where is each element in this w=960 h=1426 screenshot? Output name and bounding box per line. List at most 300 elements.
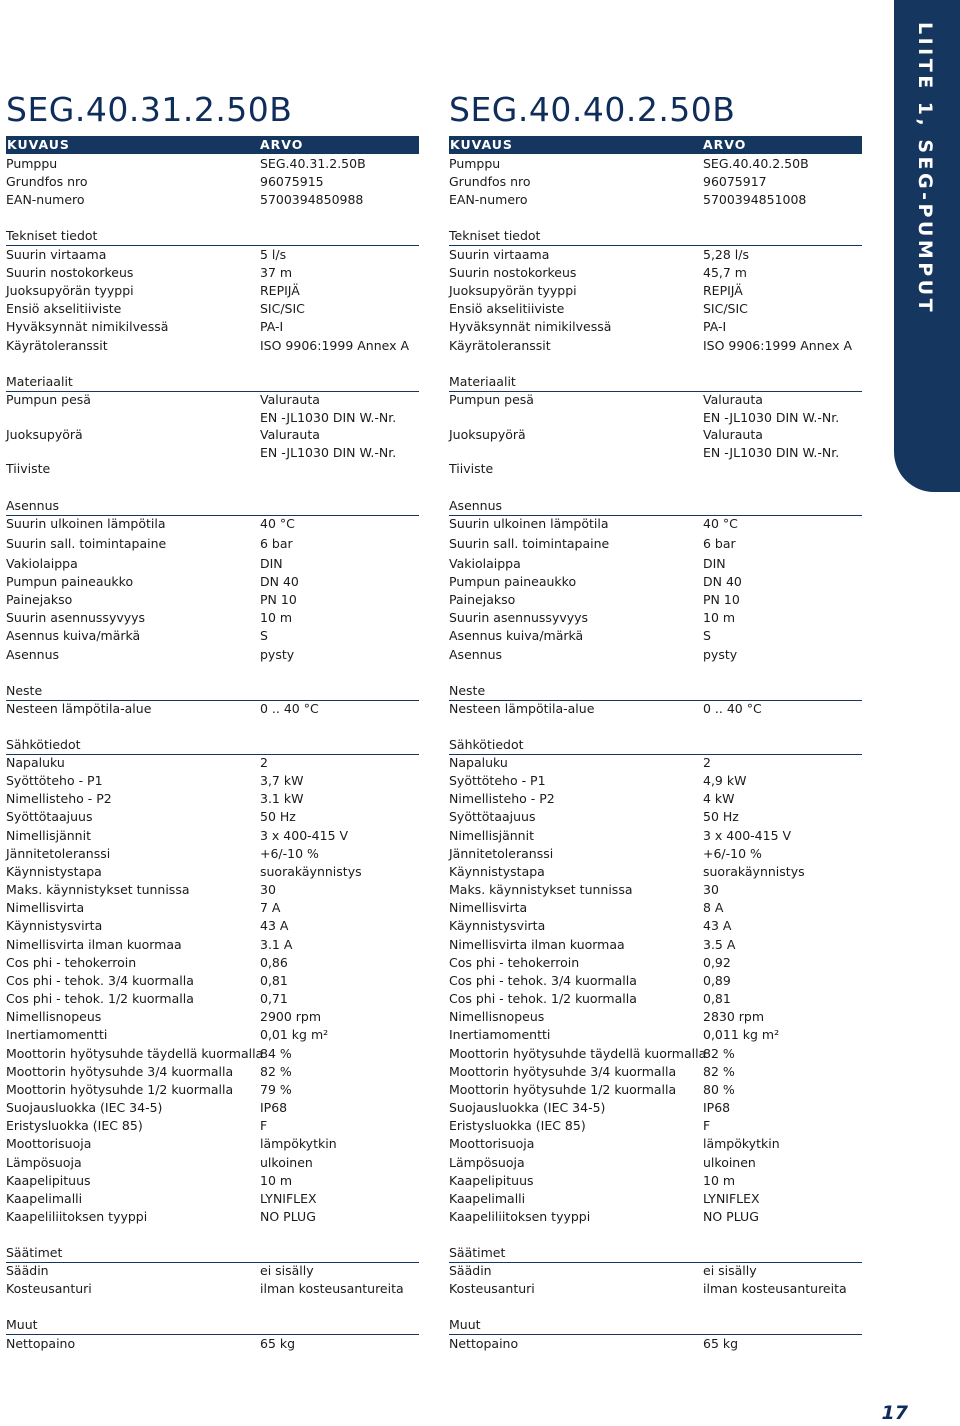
spec-row: [449, 754, 879, 772]
spec-label: Cos phi - tehok. 1/2 kuormalla: [6, 991, 194, 1007]
spec-label: Suurin nostokorkeus: [449, 265, 577, 281]
spec-value: pysty: [703, 647, 738, 662]
spec-row: [449, 1008, 879, 1026]
spec-value: lämpökytkin: [260, 1136, 337, 1152]
model-title: SEG.40.31.2.50B: [6, 90, 293, 129]
spec-row: [449, 1172, 879, 1190]
spec-value: SIC/SIC: [260, 301, 305, 317]
spec-value: SEG.40.31.2.50B: [260, 156, 366, 171]
spec-label: Käyrätoleranssit: [6, 337, 108, 353]
spec-value: 0 .. 40 °C: [260, 701, 319, 716]
spec-row: [449, 609, 879, 627]
spec-row: [6, 990, 436, 1008]
spec-row: [6, 591, 436, 609]
section-tekniset: Tekniset tiedot: [449, 227, 862, 246]
spec-label: Juoksupyörä: [449, 426, 526, 442]
spec-label: Kaapeliliitoksen tyyppi: [6, 1209, 148, 1224]
spec-row: [6, 1335, 436, 1353]
spec-label: Moottorisuoja: [6, 1136, 92, 1152]
spec-row: [449, 845, 879, 863]
spec-value: +6/-10 %: [260, 845, 319, 861]
spec-label: Säädin: [449, 1263, 492, 1278]
section-tekniset: Tekniset tiedot: [6, 227, 419, 246]
spec-value-line: EN -JL1030 DIN W.-Nr.: [703, 444, 840, 460]
spec-label: Nettopaino: [449, 1336, 519, 1351]
spec-label: Ensiö akselitiiviste: [449, 301, 565, 317]
spec-label: Käynnistystapa: [6, 863, 102, 879]
section-sahkotiedot: Sähkötiedot: [449, 736, 862, 755]
spec-row: [6, 426, 436, 462]
section-saatimet: Säätimet: [449, 1244, 862, 1263]
spec-value: 2: [703, 755, 711, 770]
spec-row: [6, 191, 436, 209]
spec-row: [6, 1154, 436, 1172]
spec-label: Pumppu: [6, 156, 58, 171]
spec-value: S: [703, 628, 711, 643]
spec-row: [449, 1026, 879, 1044]
spec-row: [449, 515, 879, 533]
spec-label: Moottorisuoja: [449, 1136, 535, 1152]
spec-row: [449, 990, 879, 1008]
spec-row: [6, 1063, 436, 1081]
spec-value: LYNIFLEX: [703, 1190, 760, 1206]
section-materiaalit: Materiaalit: [6, 373, 419, 392]
spec-row: [6, 246, 436, 264]
spec-row: [449, 827, 879, 845]
spec-value: 10 m: [703, 610, 736, 625]
spec-value: 3 x 400-415 V: [260, 827, 349, 843]
spec-value: 10 m: [260, 1172, 293, 1188]
spec-label: Juoksupyörä: [6, 426, 83, 442]
spec-value: ulkoinen: [260, 1154, 313, 1170]
spec-value: ilman kosteusantureita: [703, 1281, 847, 1297]
spec-row: [6, 282, 436, 300]
spec-row: [6, 700, 436, 718]
spec-row: [449, 264, 879, 282]
spec-label: Kaapelimalli: [449, 1190, 526, 1206]
spec-label: Napaluku: [449, 755, 508, 770]
spec-label: Asennus kuiva/märkä: [449, 628, 584, 643]
spec-row: [6, 1081, 436, 1099]
header-value: ARVO: [260, 137, 304, 152]
spec-row: [6, 863, 436, 881]
spec-label: Cos phi - tehokerroin: [449, 954, 580, 970]
spec-row: [449, 700, 879, 718]
spec-value: 4,9 kW: [703, 773, 747, 789]
spec-value: 30: [703, 882, 719, 898]
spec-value: 0,01 kg m²: [260, 1027, 329, 1043]
spec-label: Inertiamomentti: [449, 1027, 551, 1043]
header-value: ARVO: [703, 137, 747, 152]
spec-value: suorakäynnistys: [260, 863, 362, 879]
spec-value: NO PLUG: [260, 1209, 316, 1224]
spec-label: Pumpun pesä: [449, 392, 534, 407]
spec-value: suorakäynnistys: [703, 863, 805, 879]
spec-value: 43 A: [703, 918, 732, 934]
spec-value: [703, 426, 839, 462]
spec-label: Suurin asennussyvyys: [449, 610, 589, 625]
spec-label: Lämpösuoja: [449, 1154, 525, 1170]
spec-row: [6, 772, 436, 790]
spec-value: [703, 391, 839, 427]
spec-value: IP68: [703, 1100, 731, 1116]
spec-value: 65 kg: [260, 1336, 296, 1351]
page-number: 17: [881, 1402, 908, 1424]
spec-value: 3,7 kW: [260, 773, 304, 789]
table-header: [6, 136, 419, 154]
spec-label: Grundfos nro: [449, 174, 531, 190]
spec-value: 0,86: [260, 954, 288, 970]
spec-value: 0,89: [703, 972, 731, 988]
spec-label: Syöttöteho - P1: [6, 773, 103, 789]
spec-row: [449, 591, 879, 609]
section-saatimet: Säätimet: [6, 1244, 419, 1263]
header-description: KUVAUS: [7, 137, 70, 152]
spec-row: [449, 191, 879, 209]
spec-label: Suurin virtaama: [449, 247, 550, 262]
spec-row: [6, 627, 436, 645]
spec-value: IP68: [260, 1100, 288, 1116]
spec-value: PA-I: [260, 319, 284, 335]
spec-label: Syöttötaajuus: [449, 809, 536, 825]
appendix-side-tab: [894, 0, 960, 492]
spec-value: 3.1 kW: [260, 791, 304, 807]
spec-row: [449, 1099, 879, 1117]
spec-value: SEG.40.40.2.50B: [703, 156, 809, 171]
spec-value-line: Valurauta: [703, 392, 763, 407]
section-materiaalit: Materiaalit: [449, 373, 862, 392]
spec-value: 7 A: [260, 900, 281, 916]
spec-label: Pumppu: [449, 156, 501, 171]
spec-row: [6, 573, 436, 591]
spec-row: [449, 899, 879, 917]
spec-value: REPIJÄ: [260, 283, 300, 299]
spec-row: [6, 555, 436, 573]
spec-row: [6, 155, 436, 173]
spec-row: [449, 863, 879, 881]
spec-label: Suojausluokka (IEC 34-5): [6, 1100, 163, 1116]
spec-value: 4 kW: [703, 791, 735, 807]
spec-row: [449, 646, 879, 664]
spec-label: Vakiolaippa: [449, 556, 521, 571]
spec-value-line: Valurauta: [260, 426, 320, 442]
spec-label: Moottorin hyötysuhde täydellä kuormalla: [449, 1045, 707, 1061]
spec-value: 50 Hz: [260, 809, 296, 825]
spec-value: 37 m: [260, 265, 293, 281]
spec-row: [449, 1280, 879, 1298]
spec-label: Nimellisvirta: [449, 900, 528, 916]
spec-value: DIN: [703, 556, 726, 571]
spec-label: Maks. käynnistykset tunnissa: [6, 882, 190, 898]
spec-label: Nimellisvirta ilman kuormaa: [6, 936, 182, 952]
spec-row: [449, 573, 879, 591]
spec-label: Vakiolaippa: [6, 556, 78, 571]
spec-row: [449, 1063, 879, 1081]
spec-label: Moottorin hyötysuhde 3/4 kuormalla: [6, 1063, 234, 1079]
spec-label: Painejakso: [449, 592, 516, 607]
spec-label: Moottorin hyötysuhde 1/2 kuormalla: [449, 1081, 677, 1097]
spec-value: 10 m: [703, 1172, 736, 1188]
spec-value: ei sisälly: [703, 1263, 757, 1278]
spec-label: EAN-numero: [6, 192, 85, 208]
spec-label: Eristysluokka (IEC 85): [6, 1118, 143, 1134]
spec-row: [6, 609, 436, 627]
spec-value: 96075915: [260, 174, 324, 190]
spec-label: Jännitetoleranssi: [6, 845, 111, 861]
spec-value: 43 A: [260, 918, 289, 934]
spec-value: 3.5 A: [703, 936, 736, 952]
spec-row: [449, 1335, 879, 1353]
spec-value: 96075917: [703, 174, 767, 190]
spec-row: [449, 1208, 879, 1226]
spec-value: 30: [260, 882, 276, 898]
spec-value: 79 %: [260, 1081, 292, 1097]
spec-value: LYNIFLEX: [260, 1190, 317, 1206]
spec-value: 5,28 l/s: [703, 247, 750, 262]
spec-value: PA-I: [703, 319, 727, 335]
spec-row: [449, 337, 879, 355]
spec-row: [449, 936, 879, 954]
spec-row: [6, 1117, 436, 1135]
spec-label: Nimellisvirta ilman kuormaa: [449, 936, 625, 952]
spec-label: Suurin ulkoinen lämpötila: [449, 516, 609, 531]
spec-value: 0,92: [703, 954, 731, 970]
spec-label: Moottorin hyötysuhde 3/4 kuormalla: [449, 1063, 677, 1079]
spec-value-line: EN -JL1030 DIN W.-Nr.: [260, 410, 397, 425]
spec-value: 3.1 A: [260, 936, 293, 952]
spec-label: Käyrätoleranssit: [449, 337, 551, 353]
spec-value-line: Valurauta: [260, 392, 320, 407]
spec-row: [6, 754, 436, 772]
section-muut: Muut: [6, 1316, 419, 1335]
spec-label: Säädin: [6, 1263, 49, 1278]
spec-row: [6, 954, 436, 972]
spec-label: Tiiviste: [449, 461, 494, 476]
spec-label: Tiiviste: [6, 461, 51, 476]
spec-row: [449, 772, 879, 790]
spec-row: [449, 246, 879, 264]
spec-row: [449, 1081, 879, 1099]
model-title: SEG.40.40.2.50B: [449, 90, 736, 129]
spec-row: [6, 827, 436, 845]
spec-row: [6, 790, 436, 808]
spec-row: [6, 173, 436, 191]
spec-row: [449, 1154, 879, 1172]
spec-row: [6, 318, 436, 336]
spec-row: [6, 1172, 436, 1190]
spec-value: PN 10: [260, 592, 297, 607]
spec-row: [6, 845, 436, 863]
spec-label: Hyväksynnät nimikilvessä: [6, 319, 169, 335]
spec-row: [6, 337, 436, 355]
spec-label: Asennus: [6, 647, 60, 662]
spec-row: [6, 646, 436, 664]
spec-row: [6, 1099, 436, 1117]
spec-label: Käynnistysvirta: [449, 918, 546, 934]
spec-value: 40 °C: [703, 516, 738, 531]
spec-label: Käynnistystapa: [449, 863, 545, 879]
spec-value: F: [260, 1118, 268, 1134]
spec-label: Moottorin hyötysuhde 1/2 kuormalla: [6, 1081, 234, 1097]
spec-label: Suojausluokka (IEC 34-5): [449, 1100, 606, 1116]
spec-value: 45,7 m: [703, 265, 747, 281]
spec-row: [449, 627, 879, 645]
spec-label: Pumpun paineaukko: [6, 574, 134, 589]
spec-value: 0 .. 40 °C: [703, 701, 762, 716]
spec-row: [449, 917, 879, 935]
spec-row: [449, 155, 879, 173]
side-tab-label: LIITE 1, SEG-PUMPUT: [914, 22, 936, 316]
spec-value-line: EN -JL1030 DIN W.-Nr.: [703, 410, 840, 425]
spec-value: 65 kg: [703, 1336, 739, 1351]
spec-value: ISO 9906:1999 Annex A: [703, 337, 853, 353]
spec-row: [449, 954, 879, 972]
spec-row: [449, 1117, 879, 1135]
spec-value: 5 l/s: [260, 247, 287, 262]
table-header: [449, 136, 862, 154]
spec-row: [6, 1208, 436, 1226]
spec-label: Asennus kuiva/märkä: [6, 628, 141, 643]
spec-row: [6, 391, 436, 427]
spec-label: Kaapelipituus: [6, 1172, 91, 1188]
spec-label: Suurin nostokorkeus: [6, 265, 134, 281]
spec-label: Nimellisteho - P2: [449, 791, 555, 807]
spec-value: pysty: [260, 647, 295, 662]
spec-label: Juoksupyörän tyyppi: [6, 283, 134, 299]
section-neste: Neste: [6, 682, 419, 701]
spec-row: [449, 555, 879, 573]
spec-row: [6, 1026, 436, 1044]
spec-label: Nimellisnopeus: [6, 1009, 102, 1025]
spec-label: Grundfos nro: [6, 174, 88, 190]
spec-label: Ensiö akselitiiviste: [6, 301, 122, 317]
spec-label: Pumpun pesä: [6, 392, 91, 407]
spec-row: [6, 264, 436, 282]
spec-label: Nimellisteho - P2: [6, 791, 112, 807]
spec-value: ISO 9906:1999 Annex A: [260, 337, 410, 353]
spec-row: [449, 300, 879, 318]
spec-value: REPIJÄ: [703, 283, 743, 299]
spec-label: Napaluku: [6, 755, 65, 770]
spec-label: Kaapelipituus: [449, 1172, 534, 1188]
spec-row: [449, 282, 879, 300]
spec-label: Suurin sall. toimintapaine: [6, 536, 167, 551]
section-muut: Muut: [449, 1316, 862, 1335]
spec-value: 10 m: [260, 610, 293, 625]
spec-label: Kosteusanturi: [6, 1281, 92, 1297]
spec-label: Kosteusanturi: [449, 1281, 535, 1297]
spec-row: [6, 1262, 436, 1280]
spec-label: Lämpösuoja: [6, 1154, 82, 1170]
spec-label: Inertiamomentti: [6, 1027, 108, 1043]
spec-row: [449, 790, 879, 808]
spec-value: NO PLUG: [703, 1209, 759, 1224]
spec-label: Nesteen lämpötila-alue: [6, 701, 152, 716]
spec-value: ei sisälly: [260, 1263, 314, 1278]
spec-label: Eristysluokka (IEC 85): [449, 1118, 586, 1134]
spec-value: 2: [260, 755, 268, 770]
spec-label: Juoksupyörän tyyppi: [449, 283, 577, 299]
spec-label: Kaapelimalli: [6, 1190, 83, 1206]
spec-label: Käynnistysvirta: [6, 918, 103, 934]
spec-row: [6, 899, 436, 917]
spec-label: Suurin virtaama: [6, 247, 107, 262]
spec-label: Suurin sall. toimintapaine: [449, 536, 610, 551]
spec-value: 3 x 400-415 V: [703, 827, 792, 843]
spec-label: Suurin asennussyvyys: [6, 610, 146, 625]
spec-label: Jännitetoleranssi: [449, 845, 554, 861]
spec-row: [6, 881, 436, 899]
spec-value: S: [260, 628, 268, 643]
spec-row: [449, 318, 879, 336]
spec-row: [449, 881, 879, 899]
spec-row: [6, 515, 436, 533]
spec-row: [449, 173, 879, 191]
spec-value: 50 Hz: [703, 809, 739, 825]
spec-value: 82 %: [260, 1063, 292, 1079]
spec-label: Nimellisnopeus: [449, 1009, 545, 1025]
spec-value: DN 40: [703, 574, 742, 589]
spec-value: 0,011 kg m²: [703, 1027, 780, 1043]
spec-value: 6 bar: [703, 536, 736, 551]
spec-label: Pumpun paineaukko: [449, 574, 577, 589]
spec-label: Moottorin hyötysuhde täydellä kuormalla: [6, 1045, 264, 1061]
spec-value: lämpökytkin: [703, 1136, 780, 1152]
spec-value: 40 °C: [260, 516, 295, 531]
spec-label: Cos phi - tehok. 3/4 kuormalla: [6, 972, 194, 988]
spec-value-line: EN -JL1030 DIN W.-Nr.: [260, 444, 397, 460]
spec-label: Nimellisvirta: [6, 900, 85, 916]
spec-row: [6, 1008, 436, 1026]
spec-label: Nimellisjännit: [449, 827, 534, 843]
spec-value: 84 %: [260, 1045, 292, 1061]
spec-value: 6 bar: [260, 536, 293, 551]
spec-label: Kaapeliliitoksen tyyppi: [449, 1209, 591, 1224]
spec-row: [449, 1190, 879, 1208]
spec-label: Nimellisjännit: [6, 827, 91, 843]
spec-row: [6, 808, 436, 826]
spec-value: 5700394851008: [703, 192, 807, 208]
section-neste: Neste: [449, 682, 862, 701]
spec-value: ilman kosteusantureita: [260, 1281, 404, 1297]
spec-value: SIC/SIC: [703, 301, 748, 317]
spec-label: Maks. käynnistykset tunnissa: [449, 882, 633, 898]
spec-value: F: [703, 1118, 711, 1134]
spec-label: Hyväksynnät nimikilvessä: [449, 319, 612, 335]
spec-label: Cos phi - tehokerroin: [6, 954, 137, 970]
spec-value: 82 %: [703, 1063, 735, 1079]
spec-row: [6, 1280, 436, 1298]
spec-row: [6, 300, 436, 318]
spec-label: EAN-numero: [449, 192, 528, 208]
spec-value: 82 %: [703, 1045, 735, 1061]
spec-value: [260, 391, 396, 427]
spec-value: 2900 rpm: [260, 1009, 322, 1025]
section-asennus: Asennus: [449, 497, 862, 516]
spec-row: [6, 917, 436, 935]
spec-value: 0,71: [260, 991, 288, 1007]
spec-value: 0,81: [260, 972, 288, 988]
spec-value: [260, 426, 396, 462]
spec-row: [449, 426, 879, 462]
spec-value: DIN: [260, 556, 283, 571]
spec-row: [6, 972, 436, 990]
spec-row: [6, 1045, 436, 1063]
section-asennus: Asennus: [6, 497, 419, 516]
spec-label: Nettopaino: [6, 1336, 76, 1351]
spec-label: Cos phi - tehok. 1/2 kuormalla: [449, 991, 637, 1007]
spec-label: Syöttöteho - P1: [449, 773, 546, 789]
